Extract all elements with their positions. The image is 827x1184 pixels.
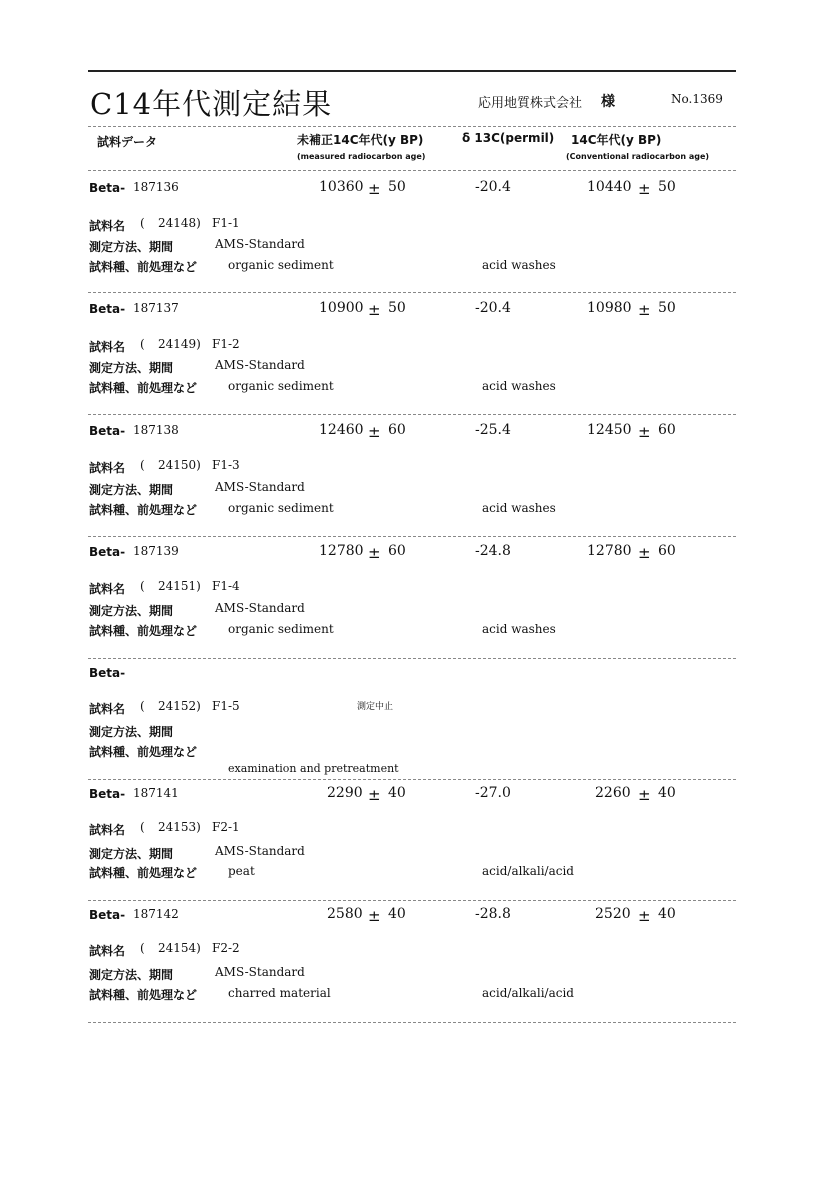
conventional-age: 10980 (587, 300, 632, 316)
d13c-value: -20.4 (475, 179, 511, 195)
sample-name-label: 試料名 (89, 219, 126, 233)
method-value: AMS-Standard (215, 601, 305, 615)
sample-number: 24154) (158, 941, 201, 955)
pretreatment-value: acid washes (482, 379, 556, 393)
method-label: 測定方法、期間 (89, 847, 174, 861)
material-value: organic sediment (228, 622, 334, 636)
row-divider (88, 536, 736, 537)
measured-age: 10900 (319, 300, 364, 316)
page-title: C14年代測定結果 (90, 87, 333, 121)
material-label: 試料種、前処理など (89, 381, 198, 395)
plus-minus: ± (638, 180, 651, 198)
pretreatment-value: acid washes (482, 622, 556, 636)
beta-label: Beta- (89, 424, 126, 438)
measured-error: 60 (388, 422, 406, 438)
col-uncorrected: 未補正14C年代(y BP) (297, 133, 424, 147)
plus-minus: ± (368, 301, 381, 319)
method-value: AMS-Standard (215, 358, 305, 372)
method-value: AMS-Standard (215, 237, 305, 251)
company-name: 応用地質株式会社 (478, 96, 583, 111)
plus-minus: ± (368, 544, 381, 562)
measured-age: 12780 (319, 543, 364, 559)
row-divider (88, 900, 736, 901)
plus-minus: ± (638, 544, 651, 562)
method-value: AMS-Standard (215, 480, 305, 494)
plus-minus: ± (638, 423, 651, 441)
material-label: 試料種、前処理など (89, 260, 198, 274)
method-label: 測定方法、期間 (89, 725, 174, 739)
sample-number: 24149) (158, 337, 201, 351)
measured-age: 2290 (327, 785, 363, 801)
method-value: AMS-Standard (215, 844, 305, 858)
conventional-error: 40 (658, 906, 676, 922)
sample-name: F2-1 (212, 820, 240, 834)
header-divider (88, 126, 736, 127)
beta-label: Beta- (89, 666, 126, 680)
measured-error: 50 (388, 179, 406, 195)
col-sample-data: 試料データ (97, 135, 158, 149)
header-bottom-divider (88, 170, 736, 171)
method-label: 測定方法、期間 (89, 604, 174, 618)
sample-name-paren: ( (140, 820, 145, 834)
col-uncorrected-sub: (measured radiocarbon age) (297, 152, 426, 161)
material-label: 試料種、前処理など (89, 503, 198, 517)
sample-name-label: 試料名 (89, 340, 126, 354)
sample-name: F2-2 (212, 941, 240, 955)
conventional-error: 40 (658, 785, 676, 801)
pretreatment-value: acid/alkali/acid (482, 864, 574, 878)
pretreatment-value: acid/alkali/acid (482, 986, 574, 1000)
plus-minus: ± (368, 907, 381, 925)
pretreatment-value: acid washes (482, 501, 556, 515)
d13c-value: -28.8 (475, 906, 511, 922)
material-value: charred material (228, 986, 331, 1000)
row-divider (88, 292, 736, 293)
method-label: 測定方法、期間 (89, 968, 174, 982)
sample-number: 24148) (158, 216, 201, 230)
conventional-age: 10440 (587, 179, 632, 195)
sample-name-paren: ( (140, 337, 145, 351)
conventional-age: 12450 (587, 422, 632, 438)
material-value: organic sediment (228, 501, 334, 515)
honorific: 様 (601, 94, 615, 110)
row-divider (88, 658, 736, 659)
d13c-value: -24.8 (475, 543, 511, 559)
plus-minus: ± (638, 907, 651, 925)
pretreatment-value: acid washes (482, 258, 556, 272)
row-divider (88, 414, 736, 415)
sample-name: F1-4 (212, 579, 240, 593)
beta-label: Beta- (89, 302, 126, 316)
conventional-error: 60 (658, 422, 676, 438)
sample-name: F1-3 (212, 458, 240, 472)
document-number: No.1369 (671, 92, 723, 106)
plus-minus: ± (368, 423, 381, 441)
beta-label: Beta- (89, 908, 126, 922)
conventional-age: 2260 (595, 785, 631, 801)
d13c-value: -20.4 (475, 300, 511, 316)
measured-error: 60 (388, 543, 406, 559)
extra-note: examination and pretreatment (228, 762, 399, 775)
beta-label: Beta- (89, 181, 126, 195)
measured-error: 50 (388, 300, 406, 316)
sample-number: 24151) (158, 579, 201, 593)
row-divider (88, 779, 736, 780)
method-label: 測定方法、期間 (89, 483, 174, 497)
material-label: 試料種、前処理など (89, 745, 198, 759)
conventional-error: 50 (658, 179, 676, 195)
beta-id: 187139 (133, 544, 179, 558)
sample-number: 24150) (158, 458, 201, 472)
sample-name-label: 試料名 (89, 944, 126, 958)
sample-name-paren: ( (140, 216, 145, 230)
sample-name-paren: ( (140, 579, 145, 593)
col-d13c: δ 13C(permil) (462, 131, 555, 145)
beta-id: 187142 (133, 907, 179, 921)
measured-age: 10360 (319, 179, 364, 195)
beta-label: Beta- (89, 787, 126, 801)
conventional-age: 2520 (595, 906, 631, 922)
material-value: organic sediment (228, 258, 334, 272)
material-label: 試料種、前処理など (89, 988, 198, 1002)
method-label: 測定方法、期間 (89, 361, 174, 375)
material-label: 試料種、前処理など (89, 624, 198, 638)
conventional-error: 50 (658, 300, 676, 316)
conventional-error: 60 (658, 543, 676, 559)
sample-number: 24153) (158, 820, 201, 834)
bottom-divider (88, 1022, 736, 1023)
measured-age: 2580 (327, 906, 363, 922)
method-value: AMS-Standard (215, 965, 305, 979)
d13c-value: -25.4 (475, 422, 511, 438)
measured-age: 12460 (319, 422, 364, 438)
sample-number: 24152) (158, 699, 201, 713)
beta-id: 187137 (133, 301, 179, 315)
plus-minus: ± (368, 180, 381, 198)
top-rule (88, 70, 736, 72)
col-conventional: 14C年代(y BP) (571, 133, 662, 147)
measured-error: 40 (388, 785, 406, 801)
beta-id: 187141 (133, 786, 179, 800)
sample-name-paren: ( (140, 941, 145, 955)
sample-name-paren: ( (140, 458, 145, 472)
method-label: 測定方法、期間 (89, 240, 174, 254)
plus-minus: ± (638, 786, 651, 804)
material-label: 試料種、前処理など (89, 866, 198, 880)
beta-id: 187136 (133, 180, 179, 194)
measurement-cancelled-note: 測定中止 (357, 702, 394, 712)
sample-name: F1-2 (212, 337, 240, 351)
sample-name-label: 試料名 (89, 823, 126, 837)
sample-name-label: 試料名 (89, 702, 126, 716)
beta-label: Beta- (89, 545, 126, 559)
sample-name-paren: ( (140, 699, 145, 713)
sample-name-label: 試料名 (89, 582, 126, 596)
plus-minus: ± (638, 301, 651, 319)
conventional-age: 12780 (587, 543, 632, 559)
sample-name: F1-1 (212, 216, 240, 230)
material-value: peat (228, 864, 255, 878)
material-value: organic sediment (228, 379, 334, 393)
d13c-value: -27.0 (475, 785, 511, 801)
col-conventional-sub: (Conventional radiocarbon age) (566, 152, 710, 161)
measured-error: 40 (388, 906, 406, 922)
sample-name-label: 試料名 (89, 461, 126, 475)
beta-id: 187138 (133, 423, 179, 437)
plus-minus: ± (368, 786, 381, 804)
sample-name: F1-5 (212, 699, 240, 713)
